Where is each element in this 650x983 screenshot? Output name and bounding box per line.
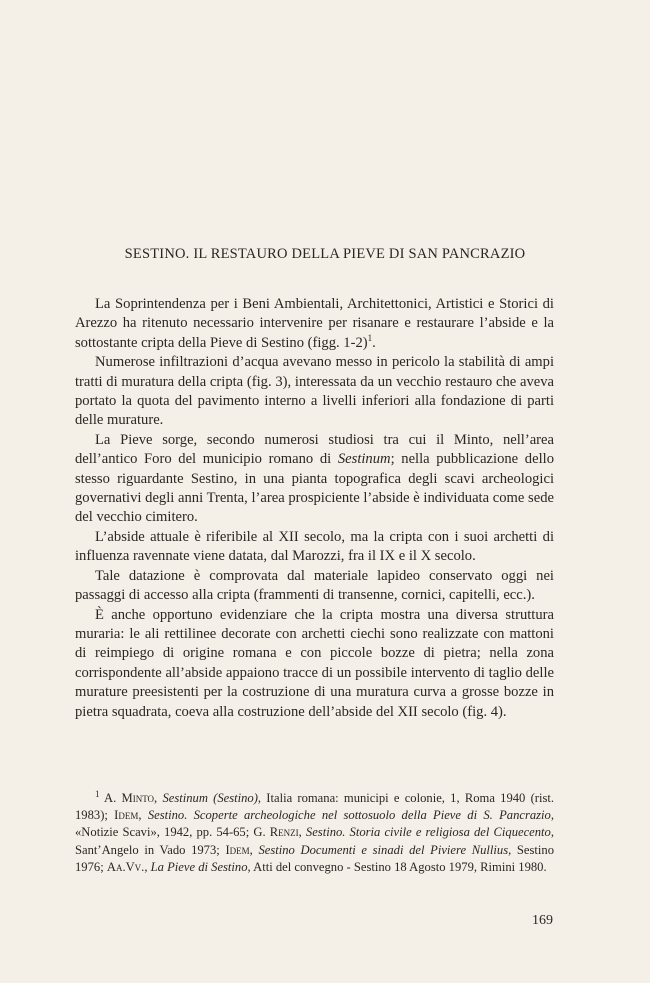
footnote-text: , — [249, 842, 259, 857]
paragraph: Numerose infiltrazioni d’acqua avevano messo in pericolo la stabilità di ampi tratti di muratura della cripta (fig. 3), interessata da un vecchio restauro che aveva portato la quota del pavimento interno a livelli inferiori alla fondazione di parti delle murature. — [75, 354, 554, 429]
paragraph-text: La Soprintendenza per i Beni Ambientali, Architettonici, Artistici e Storici di Arezzo ha ritenuto necessario intervenire per risanare e restaurare l’abside e la sottostante cripta della Pieve di Sestino (figg. 1-2) — [75, 296, 554, 351]
footnote-number: 1 — [95, 788, 100, 799]
paragraph-text: ; nella pubblicazione dello stesso riguardante Sestino, in una pianta topografica degli scavi archeologici governativi degli anni Trenta, l’area prospiciente l’abside è individuata come sede del vecchio cimitero. — [75, 451, 554, 526]
footnote-text: , Sant’Angelo in Vado 1973; — [75, 825, 555, 857]
paragraph: Tale datazione è comprovata dal materiale lapideo conservato oggi nei passaggi di accesso alla cripta (frammenti di transenne, cornici, capitelli, ecc.). — [75, 567, 554, 604]
paragraph-text: La Pieve sorge, secondo numerosi studiosi tra cui il Minto, nell’area dell’antico Foro del municipio romano di — [75, 431, 554, 468]
author-name: Aa.Vv. — [106, 859, 145, 874]
footnote-text: A. — [99, 791, 122, 805]
body-text — [75, 295, 554, 722]
footnote-marker: 1 — [367, 332, 373, 343]
page-title: SESTINO. IL RESTAURO DELLA PIEVE DI SAN PANCRAZIO — [124, 246, 526, 262]
paragraph-text: . — [372, 334, 376, 351]
author-name: Idem — [114, 808, 139, 823]
footnote-text: , — [138, 808, 148, 823]
work-title: La Pieve di Sestino — [150, 859, 248, 874]
work-title: Sestino. Scoperte archeologiche nel sottosuolo della Pieve di S. Pancrazio — [147, 808, 551, 823]
paragraph: È anche opportuno evidenziare che la cripta mostra una diversa struttura muraria: le ali rettilinee decorate con archetti ciechi sono realizzate con mattoni di reimpiego di origine romana e con piccole bozze di pietra; nella zona corrispondente all’abside appaiono tracce di un possibile intervento di taglio delle murature preesistenti per la costruzione di una muratura curva a grosse bozze in pietra squadrata, coeva alla costruzione dell’abside del XII secolo (fig. 4). — [75, 606, 554, 720]
footnotes — [75, 790, 554, 876]
footnote-text: , Atti del convegno - Sestino 18 Agosto 1979, Rimini 1980. — [247, 859, 547, 874]
footnote-text: , — [144, 859, 151, 874]
author-name: Minto — [121, 791, 155, 805]
footnote-text: , — [154, 791, 163, 805]
author-name: Renzi — [269, 825, 299, 840]
footnote — [75, 790, 554, 876]
paragraph: L’abside attuale è riferibile al XII secolo, ma la cripta con i suoi archetti di influenza ravennate viene datata, dal Marozzi, fra il IX e il X secolo. — [75, 528, 554, 565]
paragraph — [75, 431, 554, 528]
work-title: Sestino Documenti e sinadi del Piviere Nullius — [258, 842, 509, 857]
italic-term: Sestinum — [337, 451, 391, 468]
work-title: Sestinum (Sestino) — [162, 791, 258, 805]
author-name: Idem — [225, 842, 250, 857]
page-number: 169 — [532, 913, 553, 928]
work-title: Sestino. Storia civile e religiosa del Ciquecento — [305, 825, 551, 840]
footnote-text: , — [298, 825, 306, 840]
paragraph — [75, 295, 554, 353]
footnote-text: , Italia romana: municipi e colonie, 1, Roma 1940 (rist. 1983); — [75, 791, 555, 823]
footnote-text: , Sestino 1976; — [75, 842, 555, 874]
footnote-text: , «Notizie Scavi», 1942, pp. 54-65; G. — [75, 808, 555, 840]
